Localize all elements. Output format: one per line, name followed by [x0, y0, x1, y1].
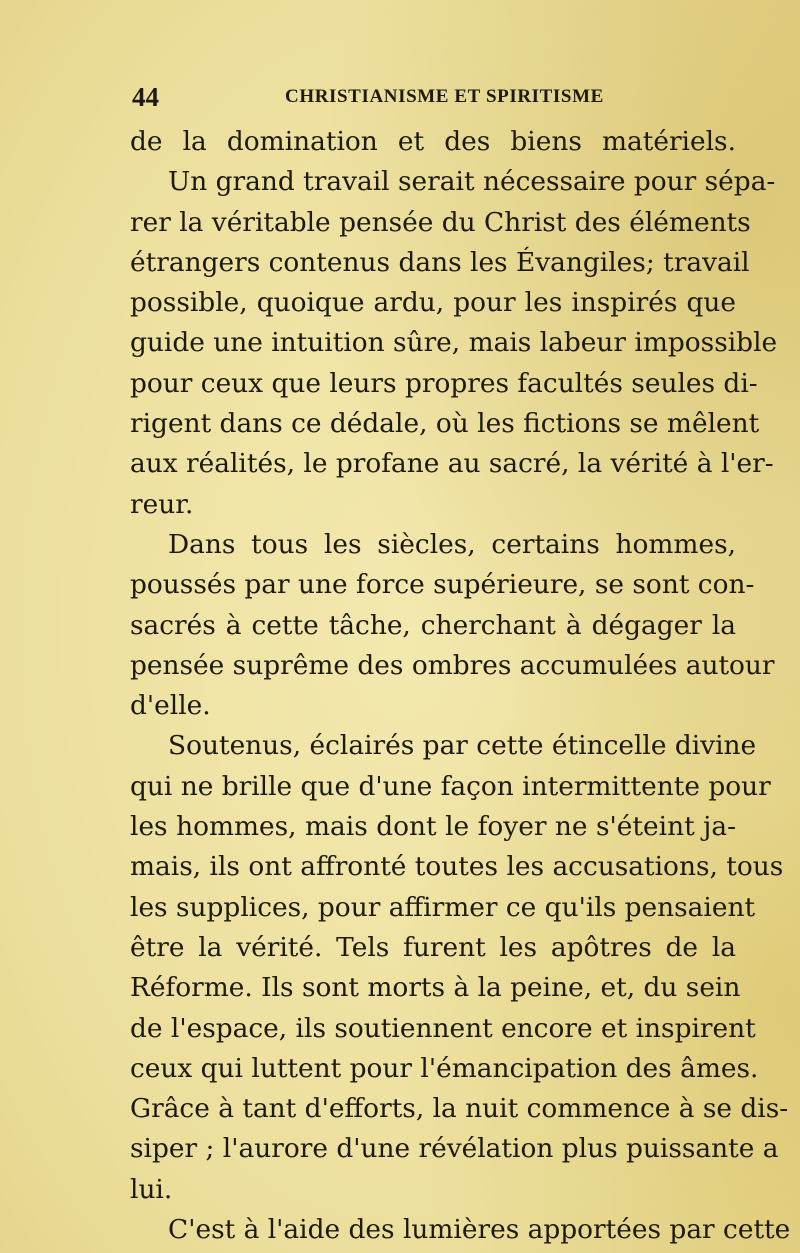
text-line: Un grand travail serait nécessaire pour sépa-: [168, 166, 776, 198]
text-line: rigent dans ce dédale, où les fictions se mêlent: [130, 408, 760, 440]
text-line: mais, ils ont affronté toutes les accusations, tous: [130, 851, 784, 883]
text-line: aux réalités, le profane au sacré, la vérité à l'er-: [130, 448, 774, 480]
text-line: Réforme. Ils sont morts à la peine, et, du sein: [130, 972, 741, 1004]
text-line: C'est à l'aide des lumières apportées par cette: [168, 1214, 791, 1246]
text-line: siper ; l'aurore d'une révélation plus puissante a: [130, 1133, 779, 1165]
text-line: de la domination et des biens matériels.: [130, 126, 736, 157]
page-header: [130, 82, 730, 112]
text-line: pensée suprême des ombres accumulées autour: [130, 649, 775, 681]
text-line: être la vérité. Tels furent les apôtres de la: [130, 931, 736, 963]
text-line: Soutenus, éclairés par cette étincelle divine: [168, 730, 757, 762]
text-line: Dans tous les siècles, certains hommes,: [168, 528, 736, 560]
text-line: guide une intuition sûre, mais labeur impossible: [130, 327, 778, 359]
text-line: les supplices, pour affirmer ce qu'ils pensaient: [130, 891, 756, 923]
text-line: Grâce à tant d'efforts, la nuit commence à se dis-: [130, 1093, 789, 1125]
text-line: reur.: [130, 488, 194, 520]
page-number: 44: [132, 82, 159, 112]
text-line: lui.: [130, 1173, 173, 1205]
text-line: pour ceux que leurs propres facultés seules di-: [130, 367, 758, 399]
text-line: d'elle.: [130, 690, 211, 722]
text-line: rer la véritable pensée du Christ des éléments: [130, 206, 751, 238]
text-line: ceux qui luttent pour l'émancipation des âmes.: [130, 1052, 759, 1084]
running-title: CHRISTIANISME ET SPIRITISME: [285, 86, 604, 107]
text-line: de l'espace, ils soutiennent encore et inspirent: [130, 1012, 756, 1044]
text-line: sacrés à cette tâche, cherchant à dégager la: [130, 609, 736, 641]
text-line: possible, quoique ardu, pour les inspirés que: [130, 287, 736, 319]
body-text: [130, 122, 791, 1250]
text-line: poussés par une force supérieure, se sont con-: [130, 569, 755, 601]
text-line: qui ne brille que d'une façon intermittente pour: [130, 770, 771, 802]
text-line: les hommes, mais dont le foyer ne s'éteint ja-: [130, 811, 736, 843]
text-line: étrangers contenus dans les Évangiles; travail: [130, 246, 750, 278]
